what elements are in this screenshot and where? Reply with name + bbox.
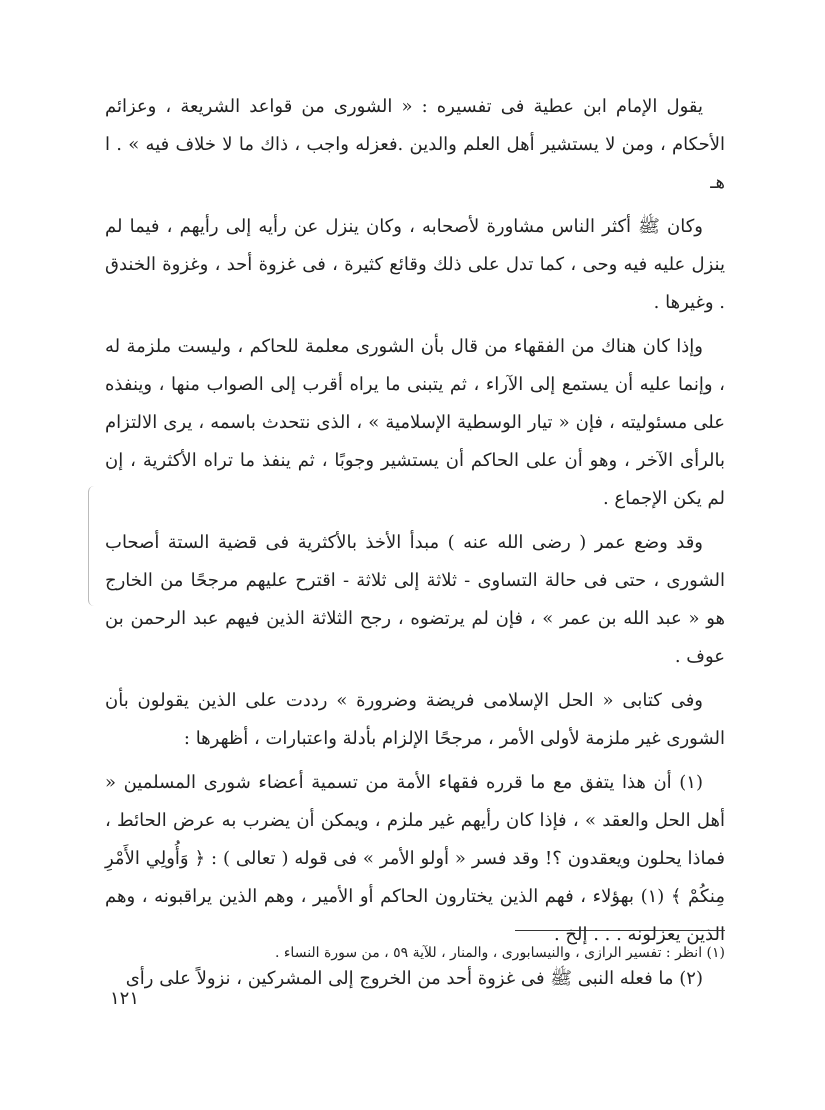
margin-bracket-mark bbox=[88, 486, 99, 606]
paragraph-book-reference: وفى كتابى « الحل الإسلامى فريضة وضرورة » رددت على الذين يقولون بأن الشورى غير ملزمة لأولى الأمر ، مرجحًا الإلزام بأدلة واعتبارات ، أظهرها : bbox=[105, 690, 725, 749]
paragraph-umar-majority: وقد وضع عمر ( رضى الله عنه ) مبدأ الأخذ بالأكثرية فى قضية الستة أصحاب الشورى ، حتى فى حالة التساوى - ثلاثة إلى ثلاثة - اقترح عليهم مرجحًا من الخارج هو « عبد الله بن عمر » ، فإن لم يرتضوه ، رجح الثلاثة الذين فيهم عبد الرحمن بن عوف . bbox=[105, 532, 725, 667]
main-text bbox=[105, 88, 725, 1004]
paragraph-point-one: (١) أن هذا يتفق مع ما قرره فقهاء الأمة من تسمية أعضاء شورى المسلمين « أهل الحل والعقد » ، فإذا كان رأيهم غير ملزم ، ويمكن أن يضرب به عرض الحائط ، فماذا يحلون ويعقدون ؟! وقد فسر « أولو الأمر » فى قوله ( تعالى ) : ﴿ وَأُولِي الأَمْرِ مِنكُمْ ﴾ (١) بهؤلاء ، فهم الذين يختارون الحاكم أو الأمير ، وهم الذين يراقبونه ، وهم الذين يعزلونه . . . إلخ . bbox=[105, 772, 726, 945]
footnote: (١) انظر : تفسير الرازى ، والنيسابورى ، والمنار ، للآية ٥٩ ، من سورة النساء . bbox=[274, 945, 725, 961]
page-number: ١٢١ bbox=[110, 988, 140, 1009]
paragraph-ibn-atiyya: يقول الإمام ابن عطية فى تفسيره : « الشورى من قواعد الشريعة ، وعزائم الأحكام ، ومن لا يستشير أهل العلم والدين .فعزله واجب ، ذاك ما لا خلاف فيه » . ا هـ bbox=[105, 96, 725, 193]
paragraph-point-two: (٢) ما فعله النبى ﷺ فى غزوة أحد من الخروج إلى المشركين ، نزولاً على رأى bbox=[125, 968, 703, 989]
paragraph-prophet-consultation: وكان ﷺ أكثر الناس مشاورة لأصحابه ، وكان ينزل عن رأيه إلى رأيهم ، فيما لم ينزل عليه فيه وحى ، كما تدل على ذلك وقائع كثيرة ، فى غزوة أحد ، وغزوة الخندق . وغيرها . bbox=[105, 216, 726, 313]
footnote-divider bbox=[515, 930, 725, 931]
paragraph-jurists-opinion: وإذا كان هناك من الفقهاء من قال بأن الشورى معلمة للحاكم ، وليست ملزمة له ، وإنما عليه أن يستمع إلى الآراء ، ثم يتبنى ما يراه أقرب إلى الصواب منها ، وينفذه على مسئوليته ، فإن « تيار الوسطية الإسلامية » ، الذى نتحدث باسمه ، يرى الالتزام بالرأى الآخر ، وهو أن على الحاكم أن يستشير وجوبًا ، ثم ينفذ ما تراه الأكثرية ، إن لم يكن الإجماع . bbox=[105, 336, 725, 509]
